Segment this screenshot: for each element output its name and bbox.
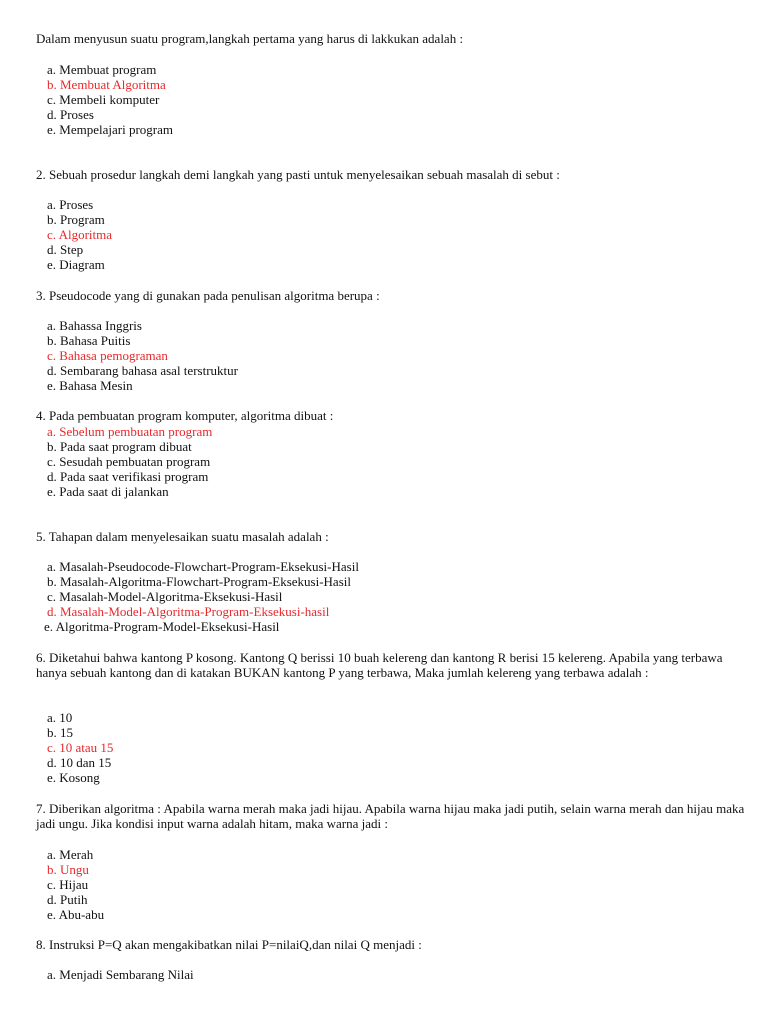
option-letter: d. [47, 107, 57, 123]
question-7-text: 7. Diberikan algoritma : Apabila warna merah maka jadi hijau. Apabila warna hijau maka jadi putih, selain warna merah dan hijau maka jadi ungu. Jika kondisi input warna adalah hitam, maka warna jadi : [36, 801, 745, 831]
option-letter: b. [47, 439, 57, 455]
option-letter: e. [47, 907, 57, 923]
option-text: Putih [60, 892, 88, 908]
option-text: Diagram [59, 257, 105, 273]
question-1-options [47, 62, 173, 137]
option-text: Membuat program [59, 62, 157, 77]
option-text: Masalah-Algoritma-Flowchart-Program-Eksekusi-Hasil [60, 574, 351, 590]
question-3-options [47, 318, 238, 393]
option-a-correct-answer [47, 424, 212, 439]
option-letter: c. [47, 589, 57, 605]
option-b [47, 574, 359, 589]
option-a [47, 318, 238, 333]
question-2-options [47, 197, 112, 272]
option-a [47, 967, 194, 982]
option-text: Masalah-Pseudocode-Flowchart-Program-Eksekusi-Hasil [59, 559, 359, 574]
option-letter: a. [47, 62, 57, 77]
option-e [47, 907, 104, 922]
option-letter: e. [47, 257, 57, 273]
option-text: Bahasa Mesin [59, 378, 133, 394]
option-text: Pada saat program dibuat [60, 439, 192, 455]
option-c [47, 92, 173, 107]
question-4-text: 4. Pada pembuatan program komputer, algoritma dibuat : [36, 408, 334, 423]
option-letter: c. [47, 454, 57, 470]
option-e [47, 770, 113, 785]
option-a [47, 710, 113, 725]
option-letter: d. [47, 469, 57, 485]
option-e [47, 257, 112, 272]
option-letter: b. [47, 333, 57, 349]
option-d [47, 363, 238, 378]
option-letter: c. [47, 740, 57, 756]
option-text: Merah [59, 847, 94, 862]
option-text: Mempelajari program [59, 122, 173, 138]
option-text: Bahasa Puitis [60, 333, 131, 349]
option-c-correct-answer [47, 227, 112, 242]
option-text: Menjadi Sembarang Nilai [59, 967, 194, 982]
option-text: Sembarang bahasa asal terstruktur [60, 363, 238, 379]
option-letter: a. [47, 424, 57, 439]
option-text: Sesudah pembuatan program [59, 454, 211, 470]
option-text: Membeli komputer [59, 92, 160, 108]
option-a [47, 559, 359, 574]
option-letter: e. [44, 619, 54, 635]
option-d [47, 107, 173, 122]
option-letter: e. [47, 484, 57, 500]
option-text: Masalah-Model-Algoritma-Eksekusi-Hasil [59, 589, 283, 605]
option-text: Algoritma [58, 227, 113, 243]
option-a [47, 197, 112, 212]
option-letter: b. [47, 77, 57, 93]
option-letter: a. [47, 967, 57, 982]
option-e [47, 378, 238, 393]
option-a [47, 847, 104, 862]
option-letter: a. [47, 197, 57, 212]
option-text: Program [60, 212, 105, 228]
option-letter: e. [47, 378, 57, 394]
option-text: Proses [59, 197, 94, 212]
option-d [47, 469, 212, 484]
option-text: Pada saat di jalankan [59, 484, 169, 500]
option-text: Bahasa pemograman [59, 348, 168, 364]
option-c [47, 454, 212, 469]
option-a [47, 62, 173, 77]
option-e [44, 619, 359, 634]
question-8-text: 8. Instruksi P=Q akan mengakibatkan nilai P=nilaiQ,dan nilai Q menjadi : [36, 937, 422, 952]
option-text: Hijau [59, 877, 89, 893]
question-3-text: 3. Pseudocode yang di gunakan pada penulisan algoritma berupa : [36, 288, 380, 303]
option-text: 15 [60, 725, 73, 741]
option-letter: c. [47, 227, 57, 243]
option-letter: d. [47, 892, 57, 908]
option-letter: a. [47, 318, 57, 333]
option-d [47, 755, 113, 770]
option-d-correct-answer [47, 604, 359, 619]
option-b [47, 439, 212, 454]
option-d [47, 242, 112, 257]
option-letter: a. [47, 847, 57, 862]
option-letter: d. [47, 363, 57, 379]
option-text: 10 dan 15 [60, 755, 112, 771]
option-text: Algoritma-Program-Model-Eksekusi-Hasil [55, 619, 280, 635]
option-letter: a. [47, 559, 57, 574]
option-letter: d. [47, 604, 57, 620]
option-letter: c. [47, 92, 57, 108]
option-text: Proses [60, 107, 94, 123]
option-e [47, 122, 173, 137]
option-b-correct-answer [47, 77, 173, 92]
question-6-text: 6. Diketahui bahwa kantong P kosong. Kantong Q berissi 10 buah kelereng dan kantong R berisi 15 kelereng. Apabila yang terbawa hanya sebuah kantong dan di katakan BUKAN kantong P yang terbawa, Maka jumlah kelereng yang terbawa adalah : [36, 650, 723, 680]
option-text: Pada saat verifikasi program [60, 469, 209, 485]
question-7-options [47, 847, 104, 922]
option-text: Ungu [60, 862, 89, 878]
option-letter: c. [47, 348, 57, 364]
option-letter: b. [47, 574, 57, 590]
option-letter: e. [47, 770, 57, 786]
option-e [47, 484, 212, 499]
option-text: Sebelum pembuatan program [59, 424, 213, 439]
question-8-options [47, 967, 194, 982]
question-5-text: 5. Tahapan dalam menyelesaikan suatu masalah adalah : [36, 529, 329, 544]
question-5-options [44, 559, 359, 635]
option-letter: b. [47, 725, 57, 741]
option-letter: c. [47, 877, 57, 893]
option-d [47, 892, 104, 907]
option-letter: e. [47, 122, 57, 138]
option-text: 10 atau 15 [59, 740, 114, 756]
option-letter: a. [47, 710, 57, 725]
option-b [47, 725, 113, 740]
option-text: Masalah-Model-Algoritma-Program-Eksekusi-hasil [60, 604, 330, 620]
option-c-correct-answer [47, 348, 238, 363]
option-text: Kosong [59, 770, 100, 786]
option-b [47, 333, 238, 348]
option-b [47, 212, 112, 227]
option-letter: b. [47, 862, 57, 878]
option-text: Membuat Algoritma [60, 77, 166, 93]
option-c [47, 877, 104, 892]
option-text: Bahassa Inggris [59, 318, 142, 333]
question-1-text: Dalam menyusun suatu program,langkah pertama yang harus di lakkukan adalah : [36, 31, 464, 46]
question-6-options [47, 710, 113, 785]
option-text: Step [60, 242, 84, 258]
option-letter: d. [47, 242, 57, 258]
option-c [47, 589, 359, 604]
option-text: Abu-abu [58, 907, 105, 923]
option-letter: d. [47, 755, 57, 771]
option-text: 10 [59, 710, 73, 725]
question-2-text: 2. Sebuah prosedur langkah demi langkah yang pasti untuk menyelesaikan sebuah masalah di sebut : [36, 167, 560, 182]
option-b-correct-answer [47, 862, 104, 877]
option-c-correct-answer [47, 740, 113, 755]
option-letter: b. [47, 212, 57, 228]
question-4-options [47, 424, 212, 499]
